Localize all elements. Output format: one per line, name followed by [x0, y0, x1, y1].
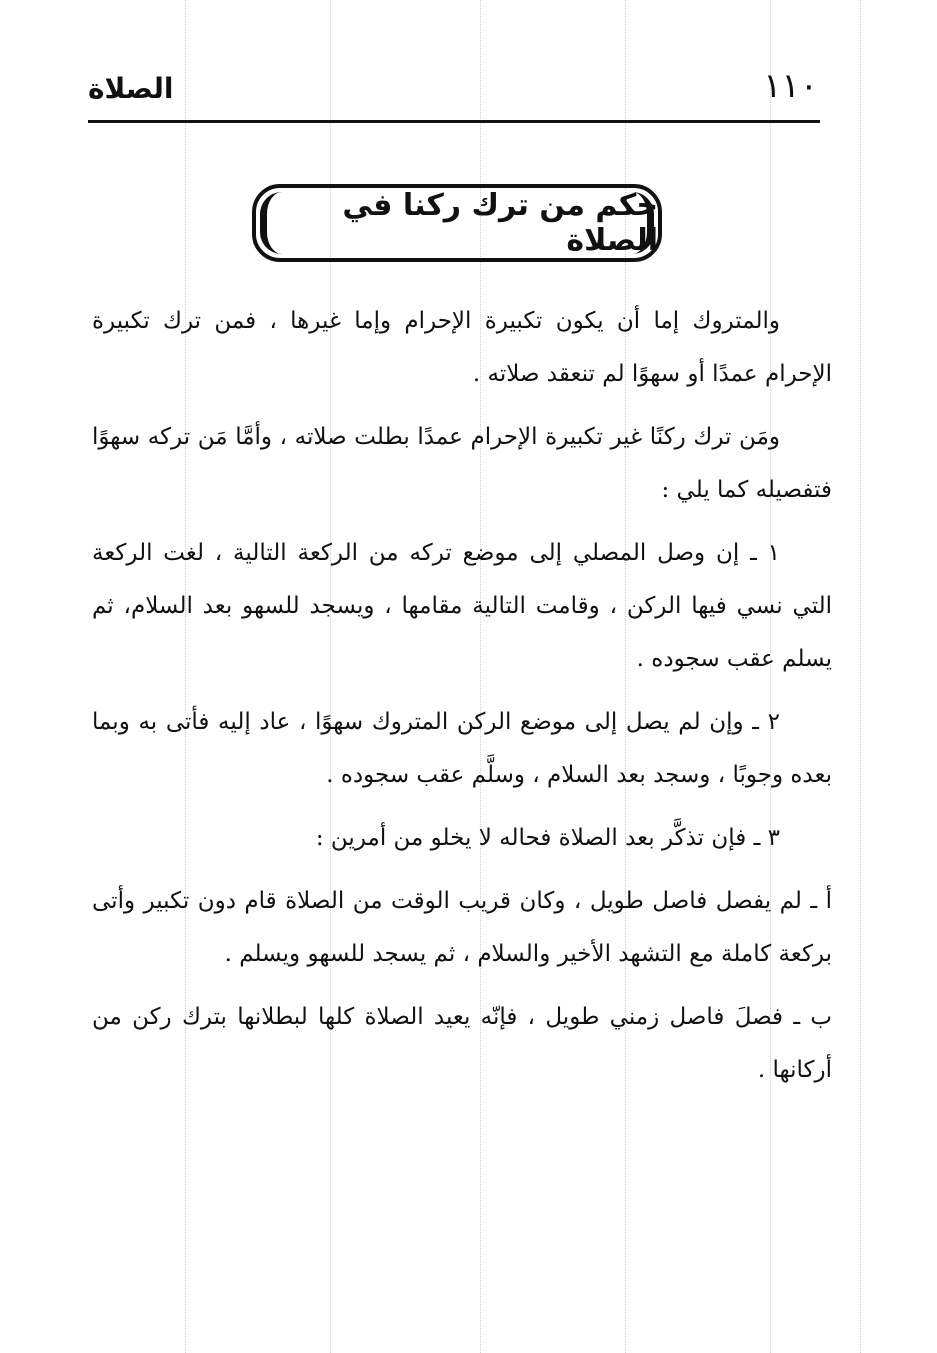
page-number: ١١٠: [763, 66, 818, 106]
section-title-frame: [252, 184, 662, 262]
paragraph: ومَن ترك ركنًا غير تكبيرة الإحرام عمدًا بطلت صلاته ، وأمَّا مَن تركه سهوًا فتفصيله كما يلي :: [92, 424, 832, 503]
paragraph: أ ـ لم يفصل فاصل طويل ، وكان قريب الوقت من الصلاة قام دون تكبير وأتى بركعة كاملة مع التشهد الأخير والسلام ، ثم يسجد للسهو ويسلم .: [92, 888, 832, 967]
body-text: [92, 295, 832, 1107]
scan-dotted-line: [860, 0, 861, 1353]
paragraph: ١ ـ إن وصل المصلي إلى موضع تركه من الركعة التالية ، لغت الركعة التي نسي فيها الركن ، وقامت التالية مقامها ، ويسجد للسهو بعد السلام، ثم يسلم عقب سجوده .: [92, 540, 832, 672]
paragraph: ٣ ـ فإن تذكَّر بعد الصلاة فحاله لا يخلو من أمرين :: [315, 825, 780, 851]
running-title: الصلاة: [88, 72, 174, 105]
paragraph: ٢ ـ وإن لم يصل إلى موضع الركن المتروك سهوًا ، عاد إليه فأتى به وبما بعده وجوبًا ، وسجد بعد السلام ، وسلَّم عقب سجوده .: [92, 709, 832, 788]
paragraph: والمتروك إما أن يكون تكبيرة الإحرام وإما غيرها ، فمن ترك تكبيرة الإحرام عمدًا أو سهوًا لم تنعقد صلاته .: [92, 308, 832, 387]
paragraph: ب ـ فصلَ فاصل زمني طويل ، فإنّه يعيد الصلاة كلها لبطلانها بترك ركن من أركانها .: [92, 1004, 832, 1083]
section-title: حكم من ترك ركنا في الصلاة: [342, 188, 658, 258]
page-header: [88, 58, 820, 123]
